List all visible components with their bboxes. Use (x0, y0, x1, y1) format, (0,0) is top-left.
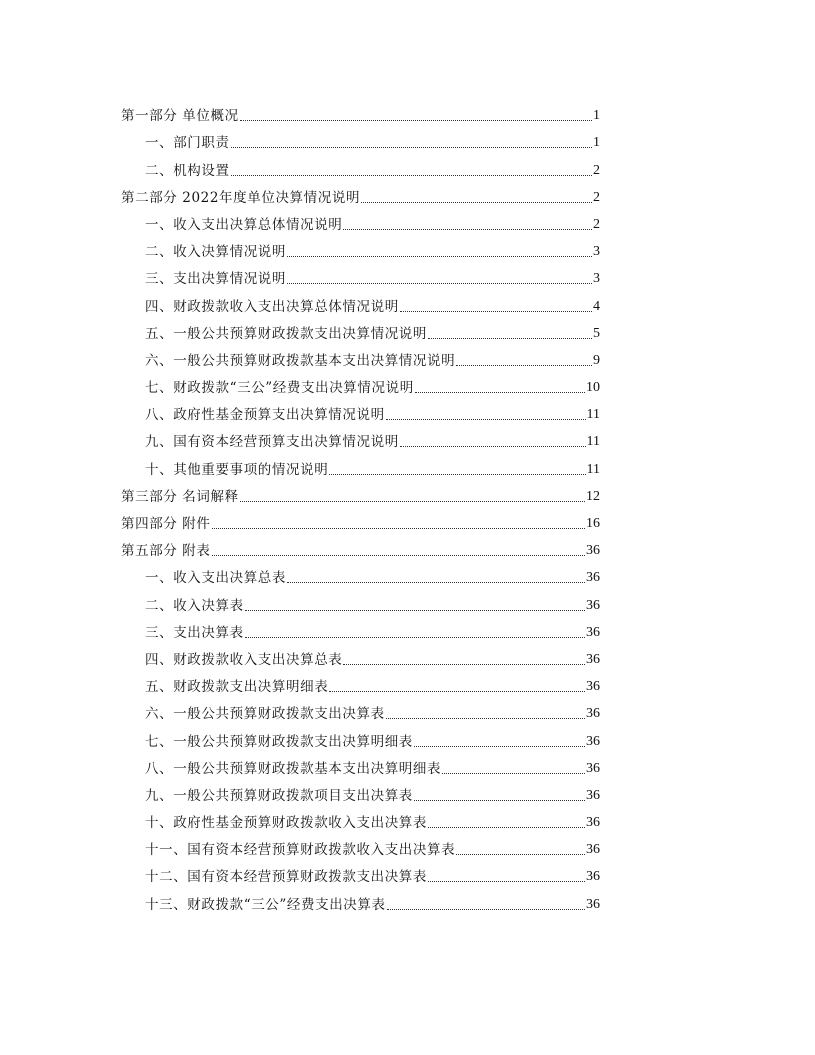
toc-entry-title: 六、一般公共预算财政拨款支出决算表 (145, 706, 385, 723)
toc-entry[interactable] (145, 831, 600, 858)
toc-entry-page: 36 (586, 679, 600, 695)
toc-entry[interactable] (145, 804, 600, 831)
toc-entry-title: 七、一般公共预算财政拨款支出决算明细表 (145, 733, 413, 750)
toc-entry-title: 一、部门职责 (145, 135, 230, 152)
toc-entry[interactable] (121, 179, 600, 206)
toc-entry-title: 十二、国有资本经营预算财政拨款支出决算表 (145, 869, 427, 886)
toc-entry-title: 第四部分 附件 (121, 516, 211, 532)
toc-entry-page: 36 (586, 815, 600, 831)
toc-entry-page: 36 (586, 597, 600, 613)
toc-entry-title: 三、支出决算表 (145, 624, 244, 641)
toc-entry[interactable] (145, 695, 600, 722)
toc-dot-leader (212, 528, 586, 529)
toc-dot-leader (212, 555, 586, 556)
toc-entry-title: 七、财政拨款“三公”经费支出决算情况说明 (145, 380, 414, 397)
toc-entry[interactable] (145, 260, 600, 287)
toc-entry[interactable] (145, 124, 600, 151)
toc-dot-leader (428, 338, 592, 339)
toc-entry[interactable] (145, 369, 600, 396)
toc-entry[interactable] (145, 750, 600, 777)
toc-dot-leader (400, 311, 592, 312)
toc-entry-page: 36 (586, 651, 600, 667)
toc-dot-leader (329, 474, 585, 475)
toc-entry-title: 二、收入决算表 (145, 597, 244, 614)
toc-entry-title: 九、一般公共预算财政拨款项目支出决算表 (145, 787, 413, 804)
toc-entry-page: 2 (593, 189, 600, 205)
toc-entry[interactable] (145, 722, 600, 749)
toc-dot-leader (287, 582, 585, 583)
toc-entry-title: 四、财政拨款收入支出决算总体情况说明 (145, 298, 399, 315)
toc-entry-page: 36 (586, 842, 600, 858)
toc-dot-leader (361, 202, 592, 203)
toc-entry-page: 36 (586, 543, 600, 559)
toc-entry-title: 二、机构设置 (145, 162, 230, 179)
toc-entry-page: 36 (586, 733, 600, 749)
toc-entry-title: 第三部分 名词解释 (121, 488, 239, 505)
toc-entry-title: 四、财政拨款收入支出决算总表 (145, 651, 343, 668)
toc-entry-title: 十三、财政拨款“三公”经费支出决算表 (145, 896, 386, 913)
toc-dot-leader (387, 909, 585, 910)
toc-entry-title: 三、支出决算情况说明 (145, 271, 286, 288)
toc-entry[interactable] (145, 315, 600, 342)
toc-dot-leader (231, 175, 592, 176)
toc-dot-leader (428, 881, 585, 882)
toc-entry[interactable] (145, 858, 600, 885)
toc-entry-title: 十、政府性基金预算财政拨款收入支出决算表 (145, 815, 427, 832)
toc-entry-title: 第五部分 附表 (121, 543, 211, 560)
toc-entry-title: 十一、国有资本经营预算财政拨款收入支出决算表 (145, 842, 456, 859)
toc-dot-leader (442, 773, 585, 774)
toc-dot-leader (414, 746, 585, 747)
toc-entry-page: 36 (586, 760, 600, 776)
toc-entry-page: 4 (593, 298, 600, 314)
toc-entry-title: 一、收入支出决算总体情况说明 (145, 216, 343, 233)
toc-entry[interactable] (121, 478, 600, 505)
toc-entry[interactable] (145, 396, 600, 423)
toc-dot-leader (386, 419, 586, 420)
toc-dot-leader (329, 691, 585, 692)
toc-dot-leader (415, 392, 585, 393)
toc-dot-leader (414, 800, 585, 801)
toc-entry[interactable] (145, 668, 600, 695)
toc-entry-title: 八、一般公共预算财政拨款基本支出决算明细表 (145, 760, 442, 777)
toc-entry-page: 3 (593, 244, 600, 260)
toc-entry[interactable] (145, 559, 600, 586)
toc-entry-title: 九、国有资本经营预算支出决算情况说明 (145, 434, 399, 451)
toc-entry[interactable] (145, 342, 600, 369)
toc-dot-leader (386, 718, 585, 719)
toc-dot-leader (287, 283, 592, 284)
toc-entry-title: 第二部分 2022年度单位决算情况说明 (121, 189, 361, 206)
toc-entry[interactable] (145, 450, 600, 477)
toc-entry-title: 五、财政拨款支出决算明细表 (145, 679, 329, 696)
toc-entry-page: 36 (586, 896, 600, 912)
toc-entry-page: 12 (586, 488, 600, 504)
toc-entry[interactable] (145, 423, 600, 450)
toc-entry-page: 1 (593, 108, 600, 124)
table-of-contents (0, 97, 815, 913)
toc-dot-leader (428, 827, 585, 828)
toc-entry-page: 11 (586, 407, 600, 423)
toc-entry-title: 二、收入决算情况说明 (145, 244, 286, 261)
toc-entry-title: 六、一般公共预算财政拨款基本支出决算情况说明 (145, 352, 456, 369)
toc-dot-leader (245, 637, 585, 638)
toc-entry-page: 36 (586, 787, 600, 803)
toc-dot-leader (456, 854, 585, 855)
toc-entry[interactable] (145, 641, 600, 668)
toc-dot-leader (343, 664, 585, 665)
toc-entry[interactable] (121, 97, 600, 124)
toc-entry[interactable] (145, 885, 600, 912)
toc-entry-page: 2 (593, 162, 600, 178)
toc-dot-leader (240, 501, 585, 502)
toc-entry[interactable] (145, 777, 600, 804)
toc-entry-page: 11 (586, 461, 600, 477)
toc-entry[interactable] (145, 206, 600, 233)
toc-entry-page: 3 (593, 271, 600, 287)
toc-entry[interactable] (145, 287, 600, 314)
toc-entry[interactable] (121, 532, 600, 559)
toc-entry-page: 1 (593, 135, 600, 151)
toc-entry[interactable] (145, 586, 600, 613)
toc-entry-page: 10 (586, 380, 600, 396)
toc-entry[interactable] (145, 614, 600, 641)
toc-entry[interactable] (145, 151, 600, 178)
toc-entry-page: 5 (593, 325, 600, 341)
toc-dot-leader (245, 610, 585, 611)
toc-entry-page: 36 (586, 706, 600, 722)
toc-entry-page: 16 (586, 516, 600, 531)
toc-entry-page: 9 (593, 352, 600, 368)
toc-dot-leader (240, 120, 592, 121)
toc-entry-title: 第一部分 单位概况 (121, 108, 239, 125)
toc-entry-title: 十、其他重要事项的情况说明 (145, 461, 329, 478)
toc-dot-leader (231, 147, 592, 148)
toc-entry-page: 2 (593, 216, 600, 232)
toc-entry-title: 八、政府性基金预算支出决算情况说明 (145, 407, 385, 424)
toc-entry-page: 36 (586, 869, 600, 885)
toc-entry-page: 11 (586, 434, 600, 450)
toc-entry-title: 一、收入支出决算总表 (145, 570, 286, 587)
toc-entry-page: 36 (586, 570, 600, 586)
toc-dot-leader (456, 365, 592, 366)
toc-dot-leader (287, 256, 592, 257)
toc-entry[interactable] (145, 233, 600, 260)
toc-entry-title: 五、一般公共预算财政拨款支出决算情况说明 (145, 325, 427, 342)
toc-dot-leader (400, 446, 586, 447)
toc-dot-leader (343, 229, 592, 230)
toc-entry[interactable] (121, 505, 600, 532)
toc-entry-page: 36 (586, 624, 600, 640)
